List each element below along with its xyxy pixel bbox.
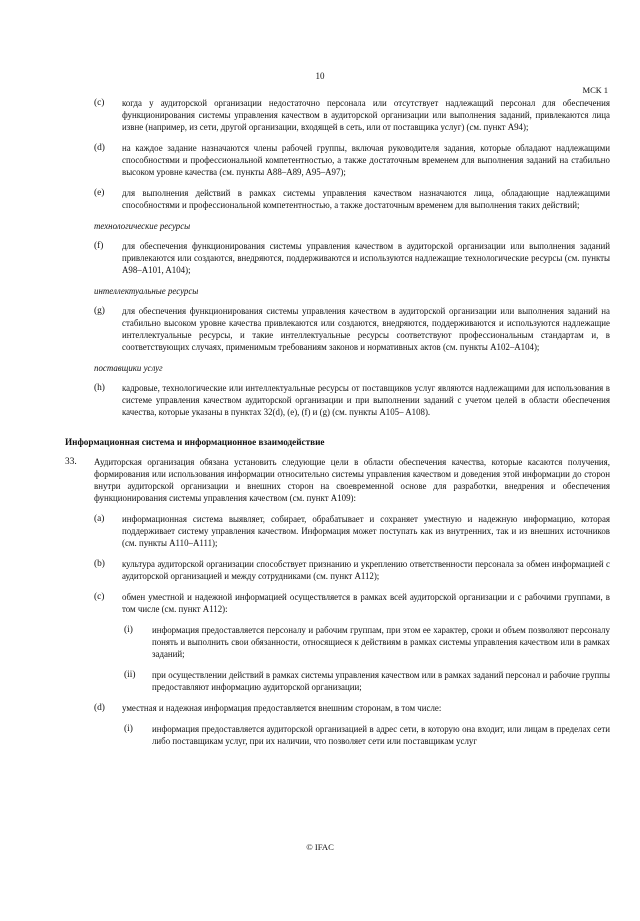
copyright-footer: © IFAC: [306, 842, 334, 852]
subitem-text: информация предоставляется персоналу и рабочим группам, при этом ее характер, сроки и объем позволяют персоналу понять и выполнить свои обязанности, относящиеся к действиям в рамках системы управления качеством или в рамках заданий;: [152, 625, 610, 659]
item-text: на каждое задание назначаются члены рабочей группы, включая руководителя задания, которые обладают надлежащими способностями и профессиональной компетентностью, а также достаточным временем для выполнения заданий на стабильно высоком уровне качества (см. пункты A88–A89, A95–A97);: [122, 143, 610, 177]
list-item-d: [0, 142, 640, 178]
document-code: МСК 1: [582, 85, 608, 95]
item-label: (d): [94, 703, 105, 713]
list-item-c: [0, 97, 640, 133]
page-content: [0, 97, 640, 756]
item-text: для обеспечения функционирования системы управления качеством в аудиторской организации или выполнения заданий привлекаются или создаются, внедряются, поддерживаются и используются надлежащие технологические ресурсы (см. пункты A98–A101, A104);: [122, 241, 610, 275]
list-subitem-33d-i: [0, 723, 640, 747]
list-item-e: [0, 187, 640, 211]
list-subitem-33c-i: [0, 624, 640, 660]
paragraph-33: [0, 456, 640, 504]
item-text: для обеспечения функционирования системы управления качеством в аудиторской организации или выполнения заданий на стабильно высоком уровне качества привлекаются или создаются, внедряются, поддерживаются и используются надлежащие интеллектуальные ресурсы, и такие интеллектуальные ресурсы соответствуют профессиональным стандартам и, в соответствующих случаях, применимым требованиям законов и нормативных актов (см. пункты A102–A104);: [122, 306, 610, 352]
subitem-label: (ii): [124, 670, 136, 680]
list-subitem-33c-ii: [0, 669, 640, 693]
subitem-text: при осуществлении действий в рамках системы управления качеством или в рамках заданий персонал и рабочие группы предоставляют информацию аудиторской организации;: [152, 670, 610, 692]
item-label: (c): [94, 592, 105, 602]
item-label: (a): [94, 514, 105, 524]
item-text: уместная и надежная информация предоставляется внешним сторонам, в том числе:: [122, 703, 442, 713]
list-item-33b: [0, 558, 640, 582]
item-text: кадровые, технологические или интеллектуальные ресурсы от поставщиков услуг являются надлежащими для использования в системе управления качеством аудиторской организации и при выполнении заданий с учетом целей в области обеспечения качества, которые указаны в пунктах 32(d), (e), (f) и (g) (см. пункты A105– A108).: [122, 383, 610, 417]
paragraph-number: 33.: [65, 457, 77, 467]
list-item-h: [0, 382, 640, 418]
item-label: (c): [94, 98, 105, 108]
section-heading: Информационная система и информационное взаимодействие: [65, 437, 325, 447]
list-item-33d: [0, 702, 640, 714]
item-text: культура аудиторской организации способствует признанию и укреплению ответственности персонала за обмен информацией с аудиторской организацией и между сотрудниками (см. пункт A112);: [122, 559, 610, 581]
list-item-33c: [0, 591, 640, 615]
item-label: (g): [94, 306, 105, 316]
item-label: (e): [94, 188, 105, 198]
item-text: для выполнения действий в рамках системы управления качеством назначаются лица, обладающие надлежащими способностями и профессиональной компетентностью, а также достаточным временем для выполнения таких действий;: [122, 188, 610, 210]
paragraph-text: Аудиторская организация обязана установить следующие цели в области обеспечения качества, которые касаются получения, формирования или использования информации относительно системы управления качеством и доведения этой информации до сторон внутри аудиторской организации и внешних сторон на своевременной основе для разработки, внедрения и обеспечения функционирования системы управления качеством (см. пункт A109):: [94, 457, 610, 503]
subheading-technological-resources: технологические ресурсы: [94, 221, 191, 231]
list-item-33a: [0, 513, 640, 549]
item-label: (b): [94, 559, 105, 569]
subitem-text: информация предоставляется аудиторской организацией в адрес сети, в которую она входит, или лицам в пределах сети либо поставщикам услуг, при их наличии, что позволяет сети или поставщикам услуг: [152, 724, 610, 746]
item-text: обмен уместной и надежной информацией осуществляется в рамках всей аудиторской организации и с рабочими группами, в том числе (см. пункт A112):: [122, 592, 610, 614]
page-number: 10: [315, 71, 325, 81]
subheading-intellectual-resources: интеллектуальные ресурсы: [94, 286, 199, 296]
item-label: (d): [94, 143, 105, 153]
list-item-g: [0, 305, 640, 353]
subitem-label: (i): [124, 724, 133, 734]
subheading-service-providers: поставщики услуг: [94, 363, 163, 373]
item-text: информационная система выявляет, собирает, обрабатывает и сохраняет уместную и надежную информацию, которая поддерживает систему управления качеством. Информация может поступать как из внутренних, так и из внешних источников (см. пункты A110–A111);: [122, 514, 610, 548]
subitem-label: (i): [124, 625, 133, 635]
list-item-f: [0, 240, 640, 276]
item-label: (h): [94, 383, 105, 393]
item-text: когда у аудиторской организации недостаточно персонала или отсутствует надлежащий персонал для обеспечения функционирования системы управления качеством в аудиторской организации или выполнения заданий, привлекаются лица извне (например, из сети, другой организации, входящей в сеть, или от поставщика услуг) (см. пункт A94);: [122, 98, 610, 132]
item-label: (f): [94, 241, 104, 251]
